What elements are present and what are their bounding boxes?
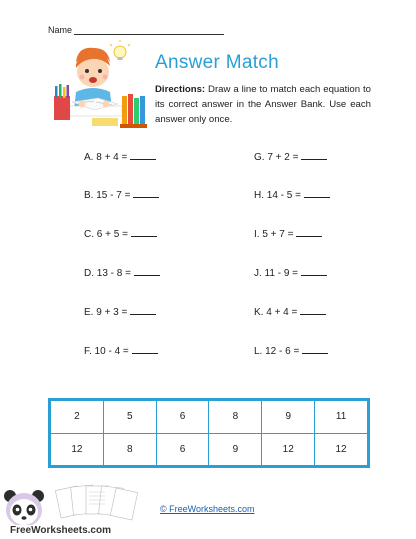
answer-blank[interactable] <box>130 305 156 315</box>
answer-blank[interactable] <box>296 227 322 237</box>
problem-d: D. 13 - 8 = <box>84 266 160 279</box>
answer-blank[interactable] <box>132 344 158 354</box>
problem-g: G. 7 + 2 = <box>254 150 327 163</box>
pencil-cup-icon <box>54 84 70 120</box>
answer-bank <box>48 398 370 468</box>
student-illustration <box>48 40 148 135</box>
answer-blank[interactable] <box>131 227 157 237</box>
problem-b: B. 15 - 7 = <box>84 188 159 201</box>
answer-bank-table <box>50 400 368 466</box>
problem-f: F. 10 - 4 = <box>84 344 158 357</box>
lightbulb-icon <box>110 40 130 60</box>
answer-cell[interactable]: 8 <box>209 401 262 434</box>
answer-cell[interactable]: 11 <box>315 401 368 434</box>
directions-body: Draw a line to match each equation to its correct answer in the Answer Bank. Use each answer only once. <box>155 84 371 125</box>
name-label: Name <box>48 25 73 35</box>
directions-label: Directions: <box>155 84 206 95</box>
books-icon <box>120 94 147 128</box>
panda-icon <box>4 490 44 527</box>
freeworksheets-link[interactable]: © FreeWorksheets.com <box>160 504 255 514</box>
answer-blank[interactable] <box>133 188 159 198</box>
answer-blank[interactable] <box>301 150 327 160</box>
answer-cell[interactable]: 12 <box>262 433 315 466</box>
answer-cell[interactable]: 12 <box>315 433 368 466</box>
problem-c: C. 6 + 5 = <box>84 227 157 240</box>
problem-k: K. 4 + 4 = <box>254 305 326 318</box>
answer-cell[interactable]: 8 <box>103 433 156 466</box>
answer-cell[interactable]: 5 <box>103 401 156 434</box>
directions-text <box>155 83 371 128</box>
answer-blank[interactable] <box>304 188 330 198</box>
answer-cell[interactable]: 9 <box>262 401 315 434</box>
problem-j: J. 11 - 9 = <box>254 266 327 279</box>
answer-blank[interactable] <box>300 305 326 315</box>
answer-cell[interactable]: 12 <box>51 433 104 466</box>
problem-i: I. 5 + 7 = <box>254 227 322 240</box>
problem-l: L. 12 - 6 = <box>254 344 328 357</box>
name-line[interactable] <box>74 25 224 35</box>
worksheets-stack-icon <box>55 485 137 520</box>
answer-blank[interactable] <box>130 150 156 160</box>
page-title: Answer Match <box>155 52 279 73</box>
answer-cell[interactable]: 6 <box>156 401 209 434</box>
logo-text: FreeWorksheets.com <box>10 525 111 536</box>
answer-cell[interactable]: 9 <box>209 433 262 466</box>
answer-blank[interactable] <box>302 344 328 354</box>
problem-a: A. 8 + 4 = <box>84 150 156 163</box>
answer-cell[interactable]: 2 <box>51 401 104 434</box>
answer-bank-row <box>51 401 368 434</box>
answer-blank[interactable] <box>301 266 327 276</box>
answer-bank-row <box>51 433 368 466</box>
problem-e: E. 9 + 3 = <box>84 305 156 318</box>
answer-blank[interactable] <box>134 266 160 276</box>
answer-cell[interactable]: 6 <box>156 433 209 466</box>
name-field <box>48 25 224 35</box>
problem-h: H. 14 - 5 = <box>254 188 330 201</box>
